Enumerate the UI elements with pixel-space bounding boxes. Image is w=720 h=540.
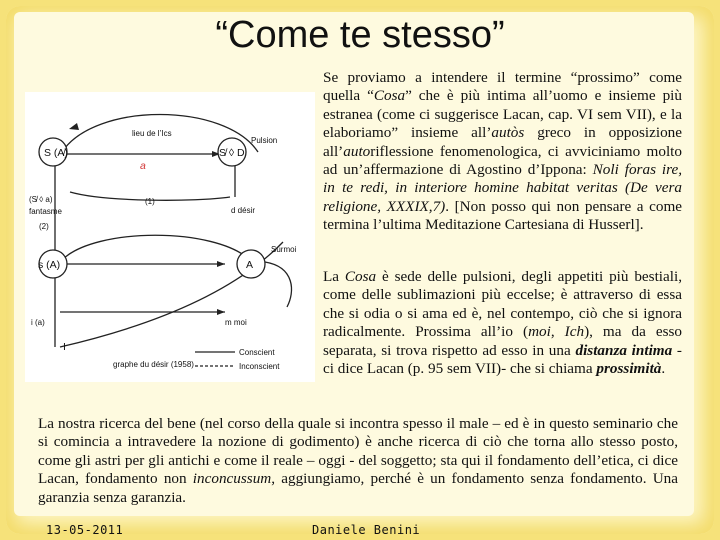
label-fantasme: fantasme [29,207,62,216]
label-s-a-upper: S (A̸) [44,147,68,159]
paragraph1-run: Noli foras ire, in te redi, in interiore homine habitat veritas (De vera religione, XXXIX,7) [323,161,682,215]
paragraph-ricerca-del-bene [38,415,678,507]
label-lieu-ics: lieu de l’Ics [132,129,172,138]
footer-date: 13-05-2011 [46,523,124,537]
surmoi-curve [265,262,292,307]
label-ia: i (a) [31,318,45,327]
paragraph2-run: è sede delle pulsioni, degli appetiti più bestiali, come delle sublimazioni più eccelse; è attraverso di essa che si odia o si ama ed è, nel contempo, ciò che si ignora radicalmente. Prossima all’io ( [323,268,682,341]
paragraph1-run: ” che è più intima all’uomo e insieme più estranea (come ci suggerisce Lacan, cap. VI sem VII), e la elaboriamo” insieme all’ [323,87,682,142]
paragraph2-run: Ich [564,323,585,341]
label-surmoi: Surmoi [271,245,297,254]
paragraph2-run: distanza intima [575,341,673,359]
label-s-a-fantasme: (S̸ ◊ a) [29,195,53,204]
paragraph1-run: Cosa [373,87,406,105]
label-num-2: (2) [39,222,49,231]
paragraph1-run: Se proviamo a intendere il termine “prossimo” come quella “ [323,69,682,105]
paragraph2-run: - ci dice Lacan (p. 95 sem VII)- che si chiama [323,341,682,378]
arrow-1 [69,123,79,130]
paragraph3-run: inconcussum [192,470,272,488]
graph-svg [25,92,315,382]
label-i: I [63,341,66,353]
label-s-a-lower: s (A) [38,259,61,271]
slide-title: “Come te stesso” [215,14,505,56]
arrow-3 [217,261,225,267]
paragraph1-run: . [Non posso qui non pensare a come termina l’ultima Meditazione Cartesiana di Husserl]. [323,197,682,234]
paragraph1-run: riflessione fenomenologica, ci avviciniamo molto ad un’affermazione di Agostino d’Ippona: [323,142,682,179]
label-a-red: a [140,160,146,172]
paragraph-cosa [323,268,682,378]
paragraph2-run: Cosa [344,268,377,285]
paragraph2-run: ), ma da esso separata, si trova rispetto ad esso in una [323,323,682,359]
arrow-4 [217,309,225,315]
paragraph2-run: moi [528,323,551,341]
label-d-desir: d désir [231,206,256,215]
lower-arc [62,235,250,260]
paragraph2-run: . [661,360,666,378]
graph-of-desire-diagram [25,92,315,382]
footer-author: Daniele Benini [312,523,421,537]
paragraph2-run: , [550,323,565,341]
paragraph2-run: prossimità [596,360,662,378]
label-m-moi: m moi [225,318,247,327]
label-pulsion: Pulsion [251,136,278,145]
paragraph3-run: , aggiungiamo, perché è un fondamento senza fondamento. Una garanzia senza garanzia. [38,470,678,506]
paragraph1-run: greco in opposizione all’ [323,124,682,160]
label-s-d: S̸ ◊ D [219,147,245,159]
label-a: A [246,259,254,271]
paragraph1-run: autòs [491,124,525,142]
label-num-1: (1) [145,197,155,206]
label-inconscient: Inconscient [239,362,280,371]
paragraph-prossimo [323,69,682,235]
paragraph3-run: La nostra ricerca del bene (nel corso della quale si incontra spesso il male – ed è in questo seminario che si comincia a intravedere la nozione di godimento) è anche ricerca di ciò che torna allo stesso posto, come gli astri per gli antichi e come il reale – oggi - del soggetto; sta qui il fondamento dell’etica, ci dice Lacan, fondamento non [38,415,678,488]
label-conscient: Conscient [239,348,275,357]
paragraph1-run: auto [343,142,371,160]
paragraph2-run: La [323,268,345,285]
label-caption: graphe du désir (1958) [113,360,194,369]
